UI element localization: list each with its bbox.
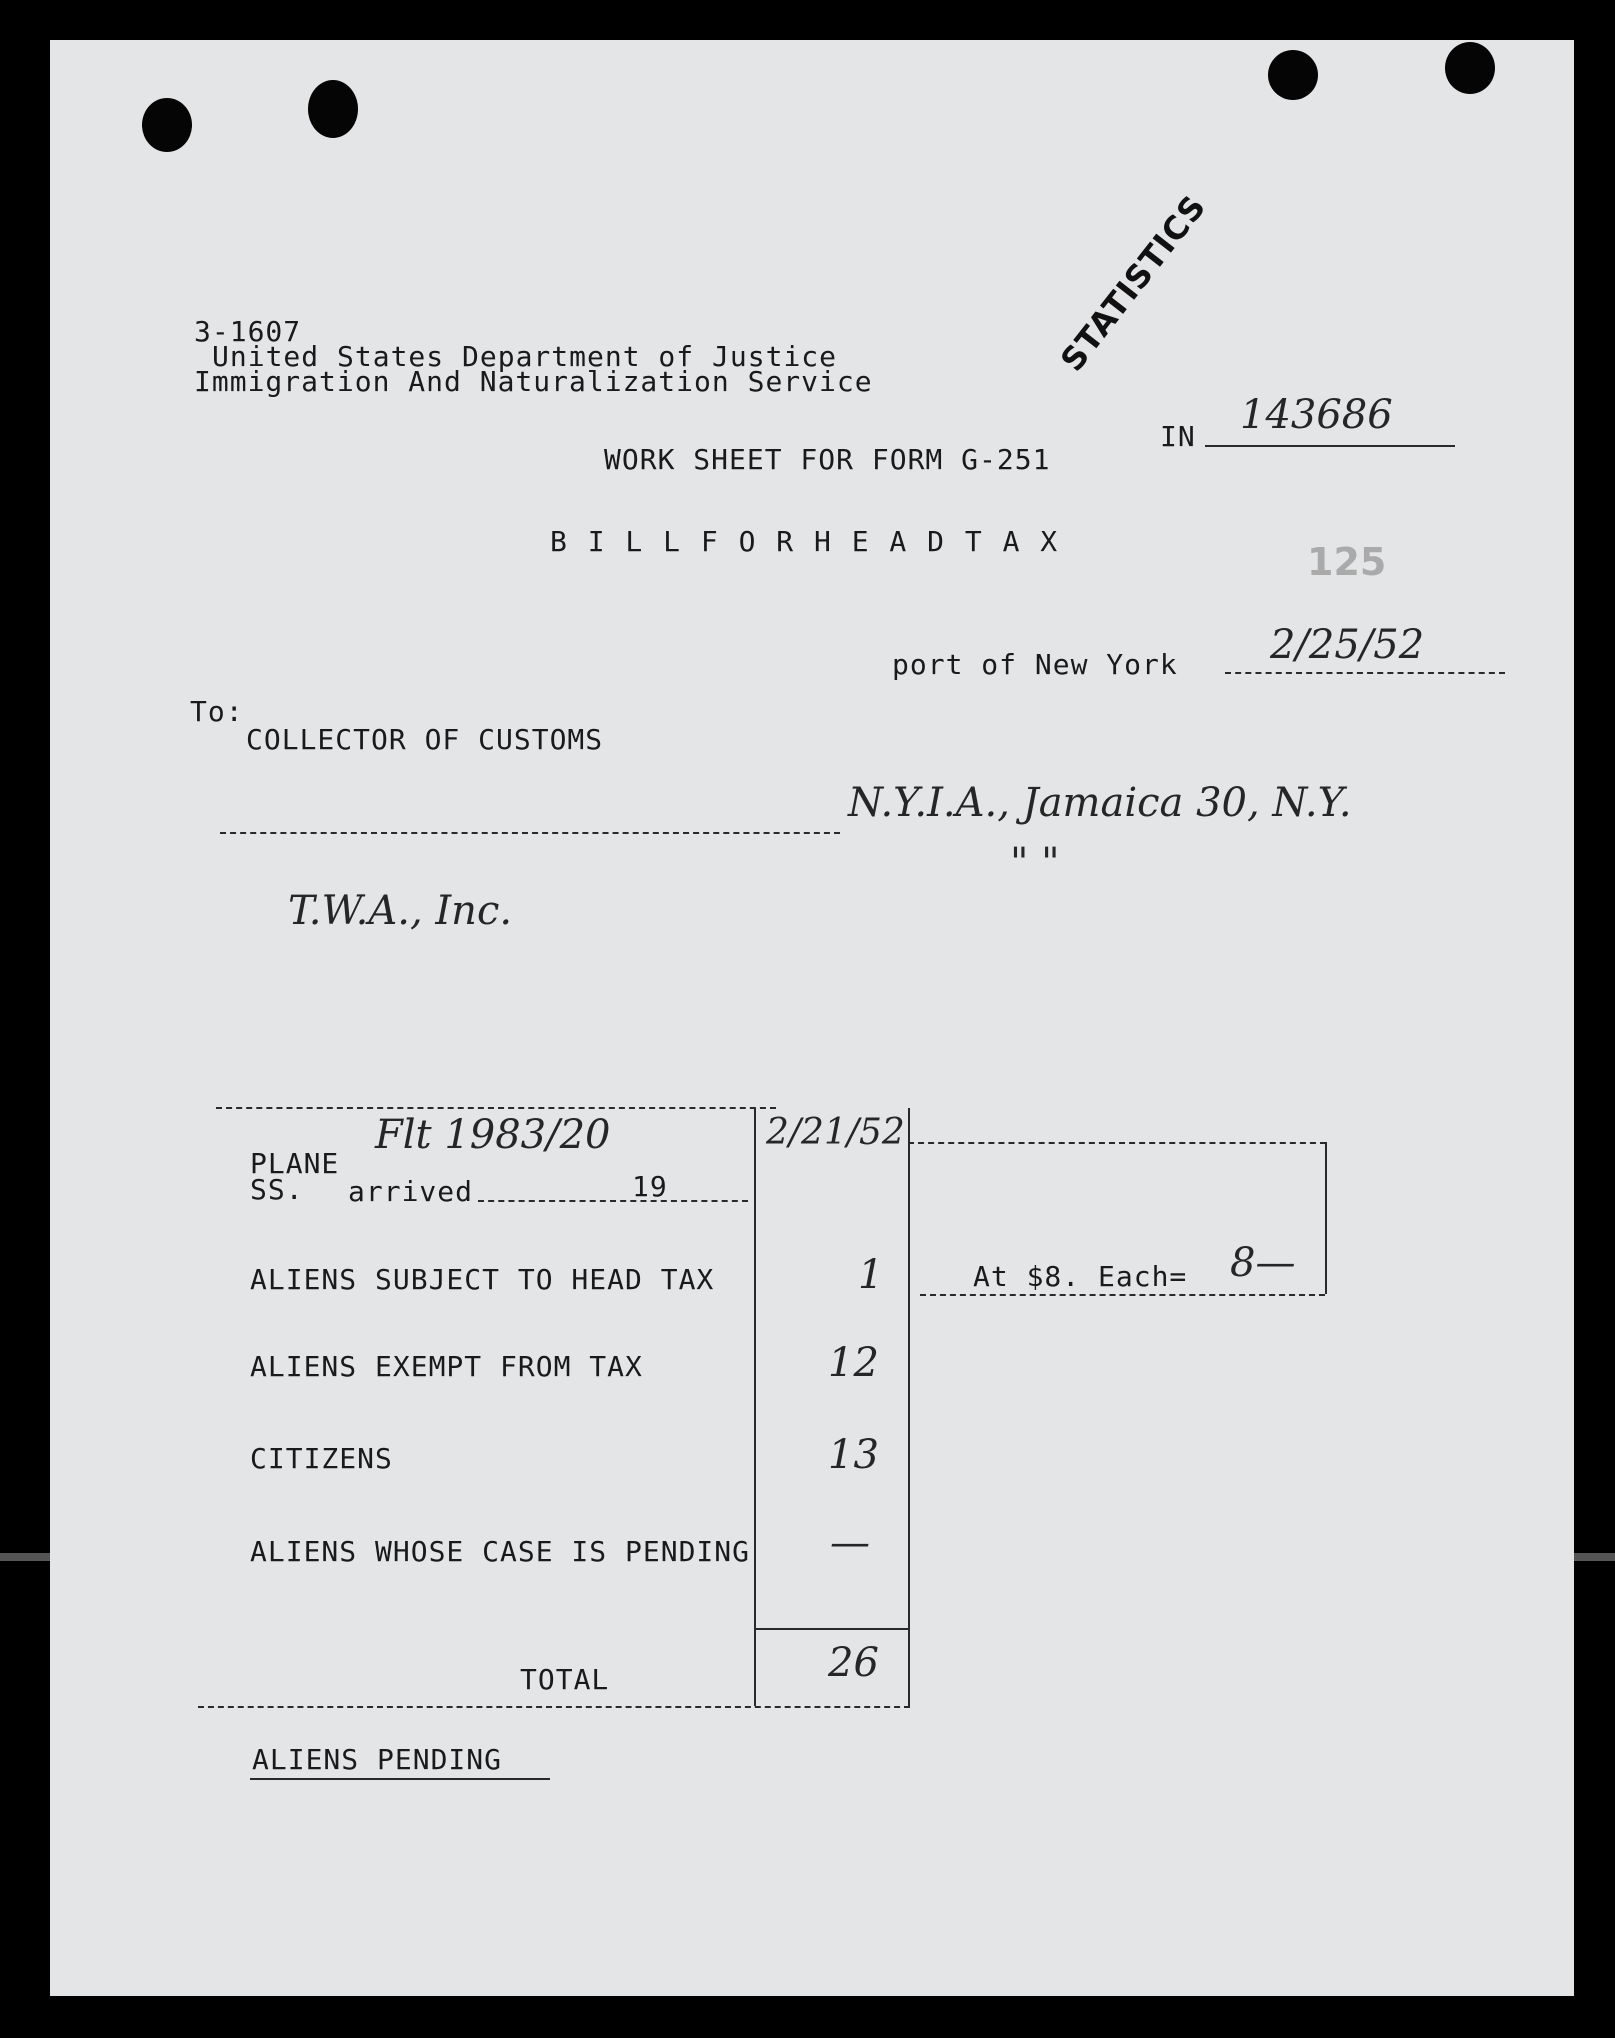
collector-label: COLLECTOR OF CUSTOMS: [246, 723, 604, 756]
port-label: port of New York: [892, 648, 1178, 681]
table-right-border: [908, 1108, 910, 1706]
row-value: —: [830, 1520, 870, 1566]
row-value: 12: [828, 1340, 879, 1386]
rate-box-right: [1325, 1142, 1327, 1294]
row-label: ALIENS EXEMPT FROM TAX: [250, 1350, 643, 1383]
arrival-date: 2/21/52: [766, 1112, 905, 1153]
rate-amount: 8—: [1230, 1240, 1296, 1286]
to-label: To:: [190, 695, 244, 728]
scan-edge-streak: [0, 1553, 50, 1561]
row-label: CITIZENS: [250, 1442, 393, 1475]
in-number: 143686: [1240, 392, 1393, 438]
faint-stamped-number: 125: [1307, 540, 1387, 584]
total-label: TOTAL: [520, 1663, 610, 1696]
carrier-handwritten: T.W.A., Inc.: [288, 888, 513, 934]
row-label: ALIENS SUBJECT TO HEAD TAX: [250, 1263, 715, 1296]
in-label: IN: [1160, 420, 1196, 453]
form-number: 3-1607: [194, 315, 302, 348]
worksheet-title: WORK SHEET FOR FORM G-251: [604, 443, 1051, 476]
in-number-line: [1205, 445, 1455, 447]
punch-hole: [1268, 50, 1318, 100]
table-column-divider: [754, 1108, 756, 1706]
statistics-stamp: STATISTICS: [1053, 187, 1214, 379]
punch-hole: [142, 98, 192, 152]
ditto-marks: " ": [1010, 840, 1060, 886]
table-bottom-line: [198, 1706, 910, 1708]
row-value: 1: [858, 1252, 884, 1298]
service-line: Immigration And Naturalization Service: [194, 365, 873, 398]
row-value: 13: [828, 1432, 879, 1478]
arrived-label: arrived: [348, 1175, 474, 1208]
document-page: [50, 40, 1574, 1996]
punch-hole: [1445, 42, 1495, 94]
year-prefix: 19: [632, 1170, 668, 1203]
rate-label: At $8. Each=: [973, 1260, 1188, 1293]
total-separator-line: [754, 1628, 908, 1630]
table-top-line: [216, 1107, 776, 1109]
total-value: 26: [828, 1640, 879, 1686]
aliens-pending-underline: [250, 1778, 550, 1780]
punch-hole: [308, 80, 358, 138]
port-date-line: [1225, 672, 1505, 674]
aliens-pending-label: ALIENS PENDING: [252, 1743, 503, 1776]
plane-label: PLANE: [250, 1147, 340, 1180]
flight-number: Flt 1983/20: [375, 1112, 611, 1158]
arrived-line: [478, 1200, 748, 1202]
address-line: [220, 832, 840, 834]
bill-title: B I L L F O R H E A D T A X: [550, 525, 1060, 558]
location-handwritten: N.Y.I.A., Jamaica 30, N.Y.: [848, 780, 1352, 826]
port-date: 2/25/52: [1270, 622, 1425, 668]
row-label: ALIENS WHOSE CASE IS PENDING: [250, 1535, 751, 1568]
rate-box-bottom: [920, 1294, 1325, 1296]
ss-label: SS.: [250, 1173, 304, 1206]
department-line: United States Department of Justice: [212, 340, 838, 373]
rate-box-top: [908, 1142, 1326, 1144]
scan-edge-streak: [1574, 1553, 1615, 1561]
